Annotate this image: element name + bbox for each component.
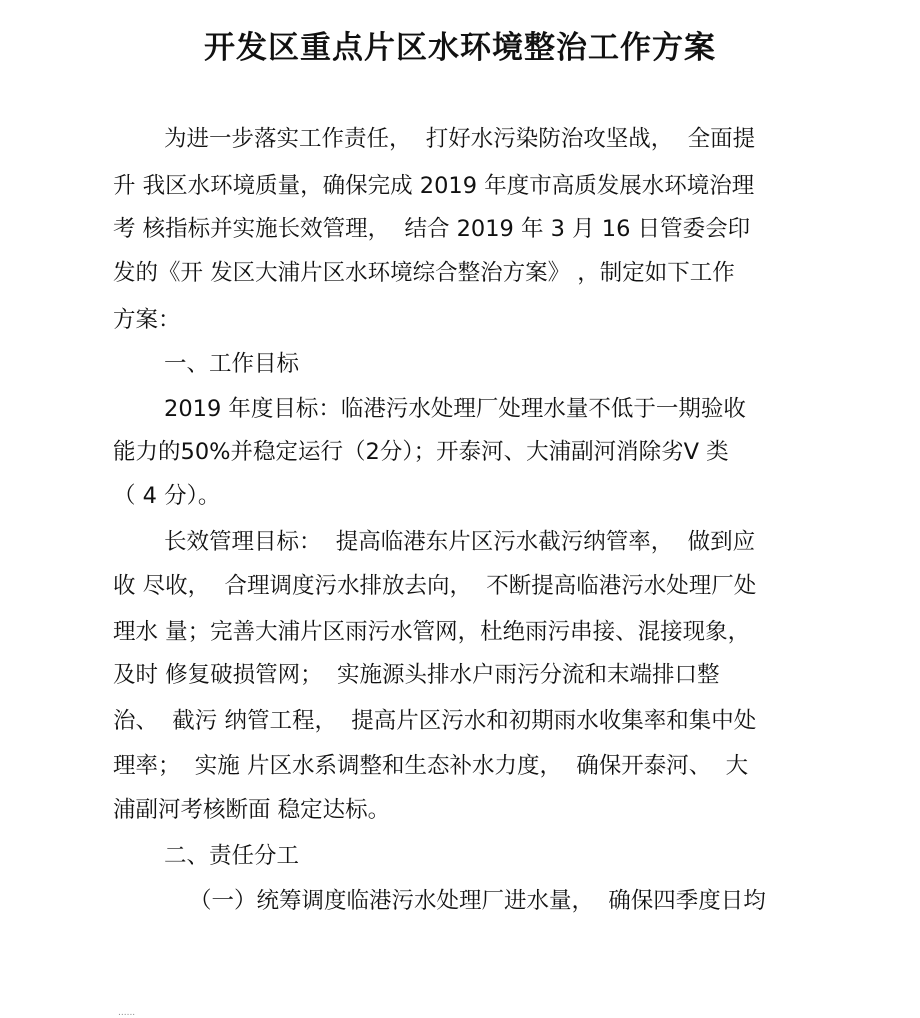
paragraph-line: 理水 量；完善大浦片区雨污水管网，杜绝雨污串接、混接现象， xyxy=(113,619,751,645)
paragraph-line: 方案： xyxy=(113,307,181,333)
paragraph-line: （一）统筹调度临港污水处理厂进水量， 确保四季度日均 xyxy=(189,888,766,914)
paragraph-line: 能力的50%并稳定运行（2分）；开泰河、大浦副河消除劣V 类 xyxy=(113,439,729,465)
document-title: 开发区重点片区水环境整治工作方案 xyxy=(204,30,716,66)
paragraph-line: （ 4 分）。 xyxy=(113,483,221,509)
section-heading: 二、责任分工 xyxy=(164,843,300,869)
paragraph-line: 收 尽收， 合理调度污水排放去向， 不断提高临港污水处理厂处 xyxy=(113,573,757,599)
paragraph-line: 升 我区水环境质量，确保完成 2019 年度市高质发展水环境治理 xyxy=(113,173,755,199)
paragraph-line: 为进一步落实工作责任， 打好水污染防治攻坚战， 全面提 xyxy=(164,126,756,152)
footer-mark: ...... xyxy=(118,1008,136,1018)
paragraph-line: 治、 截污 纳管工程， 提高片区污水和初期雨水收集率和集中处 xyxy=(113,708,757,734)
paragraph-line: 及时 修复破损管网； 实施源头排水户雨污分流和末端排口整 xyxy=(113,662,720,688)
paragraph-line: 浦副河考核断面 稳定达标。 xyxy=(113,797,391,823)
paragraph-line: 2019 年度目标：临港污水处理厂处理水量不低于一期验收 xyxy=(164,396,746,422)
paragraph-line: 考 核指标并实施长效管理， 结合 2019 年 3 月 16 日管委会印 xyxy=(113,216,751,242)
paragraph-line: 发的《开 发区大浦片区水环境综合整治方案》 ，制定如下工作 xyxy=(113,260,735,286)
section-heading: 一、工作目标 xyxy=(164,351,300,377)
paragraph-line: 理率； 实施 片区水系调整和生态补水力度， 确保开泰河、 大 xyxy=(113,753,749,779)
paragraph-line: 长效管理目标： 提高临港东片区污水截污纳管率， 做到应 xyxy=(164,529,756,555)
